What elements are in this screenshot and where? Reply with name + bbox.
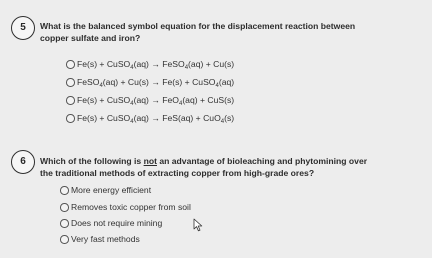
q6-option-4[interactable]: Very fast methods	[71, 234, 140, 244]
q5-option-1[interactable]: Fe(s) + CuSO$_4$(aq) → FeSO$_4$(aq) + Cu(s)	[77, 59, 235, 71]
question-5-text	[40, 20, 355, 44]
q6-option-1[interactable]: More energy efficient	[71, 185, 152, 195]
question-5-line-1: What is the balanced symbol equation for the displacement reaction between	[40, 21, 356, 31]
radio-button[interactable]	[66, 96, 75, 105]
radio-button[interactable]	[60, 203, 69, 212]
q5-option-3[interactable]: Fe(s) + CuSO$_4$(aq) → FeO$_4$(aq) + CuS(s)	[77, 95, 235, 107]
question-6-line-2: the traditional methods of extracting copper from high-grade ores?	[40, 168, 315, 178]
mouse-pointer-icon	[193, 218, 205, 232]
question-6-line-1: Which of the following is not an advantage of bioleaching and phytomining over	[40, 156, 368, 166]
question-5-line-2: copper sulfate and iron?	[40, 33, 141, 43]
radio-button[interactable]	[60, 186, 69, 195]
radio-button[interactable]	[66, 60, 75, 69]
radio-button[interactable]	[60, 235, 69, 244]
radio-button[interactable]	[66, 114, 75, 123]
question-6-text	[40, 155, 367, 179]
radio-button[interactable]	[66, 78, 75, 87]
q5-option-2[interactable]: FeSO$_4$(aq) + Cu(s) → Fe(s) + CuSO$_4$(aq)	[77, 77, 235, 89]
question-number-badge: 6	[11, 150, 35, 174]
emphasis-not: not	[143, 156, 157, 166]
q5-option-4[interactable]: Fe(s) + CuSO$_4$(aq) → FeS(aq) + CuO$_4$(s)	[77, 113, 235, 125]
q6-option-2[interactable]: Removes toxic copper from soil	[71, 202, 191, 212]
question-number-badge: 5	[11, 16, 35, 40]
radio-button[interactable]	[60, 219, 69, 228]
q6-option-3[interactable]: Does not require mining	[71, 218, 163, 228]
